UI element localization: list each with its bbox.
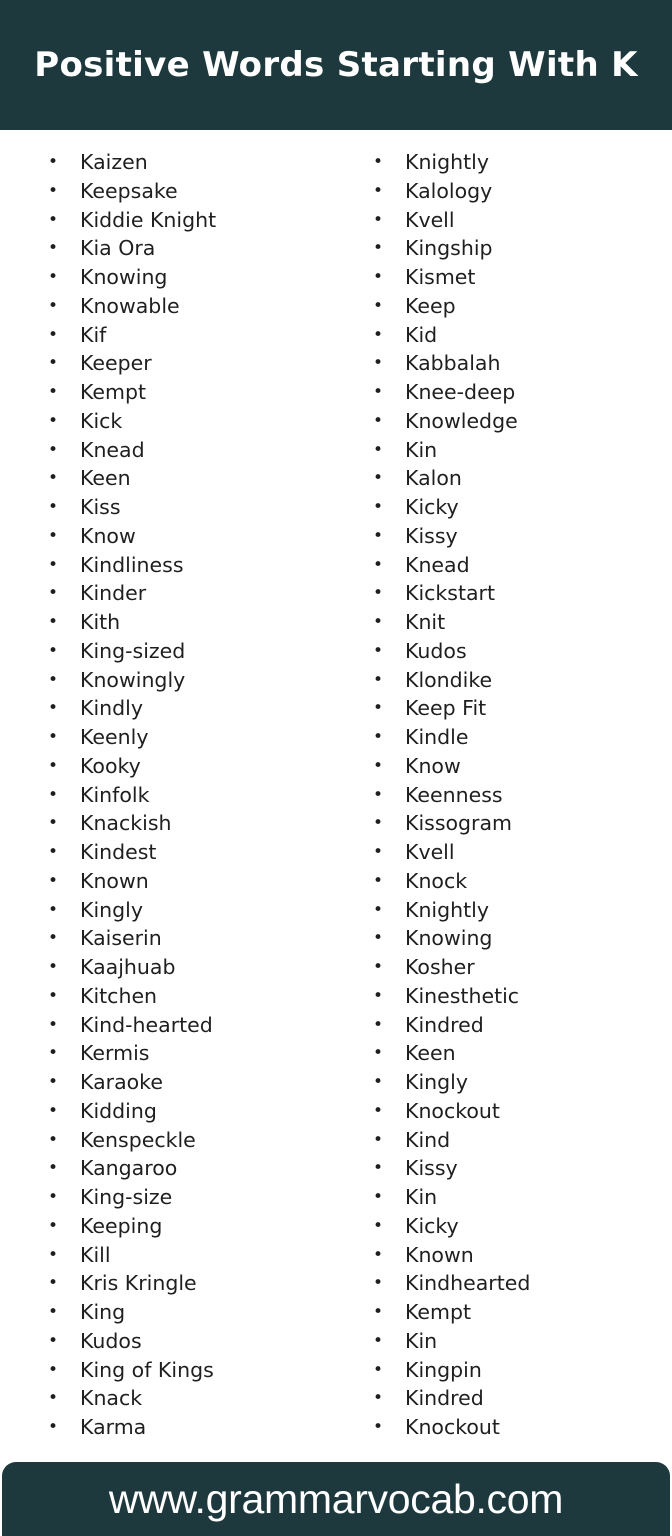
bullet-icon: • (373, 554, 384, 575)
word-label: Kid (405, 322, 438, 347)
list-item (48, 1039, 216, 1068)
bullet-icon: • (48, 755, 59, 776)
list-item (373, 896, 530, 925)
bullet-icon: • (373, 985, 384, 1006)
word-label: Kudos (80, 1328, 142, 1353)
bullet-icon: • (48, 727, 59, 747)
bullet-icon: • (373, 899, 384, 920)
bullet-icon: • (48, 1187, 59, 1207)
list-item (373, 177, 530, 206)
bullet-icon: • (373, 1388, 384, 1409)
bullet-icon: • (373, 1302, 384, 1322)
word-label: Kalon (405, 466, 462, 491)
list-item (373, 148, 530, 177)
list-item (48, 1413, 216, 1442)
list-item (373, 1011, 530, 1040)
word-label: Kind-hearted (80, 1012, 213, 1037)
word-label: Knead (80, 437, 145, 462)
list-item (48, 752, 216, 781)
list-item (373, 493, 530, 522)
bullet-icon: • (373, 1014, 384, 1035)
list-item (48, 1298, 216, 1327)
word-label: Kaajhuab (80, 955, 176, 979)
list-item (373, 1097, 530, 1126)
list-item (48, 1068, 216, 1097)
list-item (48, 694, 216, 723)
list-item (373, 206, 530, 235)
word-label: Kicky (405, 495, 459, 519)
word-label: Knowable (80, 293, 180, 318)
bullet-icon: • (373, 410, 384, 431)
list-item (48, 464, 216, 493)
list-item (373, 292, 530, 321)
bullet-icon: • (373, 1100, 384, 1121)
bullet-icon: • (48, 985, 59, 1006)
list-item (373, 1154, 530, 1183)
bullet-icon: • (373, 928, 384, 949)
bullet-icon: • (373, 295, 384, 316)
word-label: Knockout (405, 1415, 500, 1439)
word-label: King-size (80, 1185, 173, 1209)
word-label: Kempt (80, 380, 147, 404)
footer-website: www.grammarvocab.com (108, 1475, 564, 1522)
list-item (48, 522, 216, 551)
list-item (373, 378, 530, 407)
bullet-icon: • (373, 669, 384, 690)
word-label: Knightly (405, 897, 490, 922)
list-item (48, 407, 216, 436)
list-item (48, 838, 216, 867)
word-label: Kissy (405, 1156, 458, 1181)
bullet-icon: • (373, 324, 384, 345)
bullet-icon: • (48, 698, 59, 719)
list-item (48, 1327, 216, 1356)
word-label: Klondike (405, 667, 493, 692)
list-item (48, 1356, 216, 1385)
word-label: Know (80, 523, 136, 548)
bullet-icon: • (373, 727, 384, 747)
bullet-icon: • (48, 497, 59, 517)
word-label: Knead (405, 552, 470, 577)
word-label: Kissy (405, 523, 458, 548)
word-label: Kin (405, 437, 438, 462)
word-label: Kangaroo (80, 1156, 178, 1181)
list-item (373, 1327, 530, 1356)
word-label: Keen (405, 1041, 456, 1066)
word-label: Kingship (405, 236, 493, 261)
bullet-icon: • (373, 640, 384, 661)
list-item (373, 982, 530, 1011)
bullet-icon: • (48, 583, 59, 604)
word-label: Knowing (405, 926, 493, 951)
word-list-left (48, 148, 216, 1442)
word-label: Knit (405, 610, 446, 634)
word-label: Kooky (80, 753, 141, 778)
bullet-icon: • (48, 1129, 59, 1150)
word-label: Keenness (405, 782, 503, 807)
bullet-icon: • (48, 554, 59, 575)
word-label: Kin (405, 1328, 438, 1353)
bullet-icon: • (48, 238, 59, 259)
bullet-icon: • (48, 439, 59, 460)
bullet-icon: • (48, 1072, 59, 1092)
word-label: King of Kings (80, 1357, 214, 1382)
list-item (373, 1183, 530, 1212)
word-label: Kindred (405, 1012, 484, 1037)
footer-banner (2, 1462, 670, 1536)
bullet-icon: • (373, 152, 384, 172)
word-label: Kingpin (405, 1357, 482, 1382)
word-label: Knowingly (80, 667, 186, 692)
word-label: Kindred (405, 1386, 484, 1411)
bullet-icon: • (373, 1043, 384, 1064)
list-item (373, 1068, 530, 1097)
bullet-icon: • (373, 439, 384, 460)
list-item (48, 867, 216, 896)
word-label: Karaoke (80, 1070, 163, 1094)
list-item (48, 1011, 216, 1040)
bullet-icon: • (373, 1330, 384, 1351)
word-label: Kickstart (405, 581, 496, 606)
list-item (373, 522, 530, 551)
word-label: Keep (405, 293, 456, 318)
bullet-icon: • (48, 1043, 59, 1064)
list-item (373, 551, 530, 580)
list-item (48, 781, 216, 810)
bullet-icon: • (373, 238, 384, 259)
word-label: Kvell (405, 840, 455, 864)
list-item (373, 752, 530, 781)
word-label: Knightly (405, 150, 490, 174)
word-label: Kudos (405, 638, 467, 663)
bullet-icon: • (373, 1129, 384, 1150)
word-label: Kindhearted (405, 1271, 531, 1296)
bullet-icon: • (48, 1302, 59, 1322)
word-label: Kif (80, 322, 107, 347)
bullet-icon: • (48, 1388, 59, 1409)
bullet-icon: • (373, 267, 384, 287)
bullet-icon: • (48, 784, 59, 805)
list-item (48, 1097, 216, 1126)
bullet-icon: • (373, 1273, 384, 1294)
word-list-right (373, 148, 530, 1442)
word-label: Keenly (80, 725, 149, 749)
list-item (373, 666, 530, 695)
word-label: Kosher (405, 955, 475, 979)
list-item (373, 436, 530, 465)
list-item (373, 1126, 530, 1155)
list-item (373, 1269, 530, 1298)
bullet-icon: • (373, 209, 384, 230)
list-item (373, 953, 530, 982)
list-item (48, 206, 216, 235)
bullet-icon: • (48, 1215, 59, 1236)
bullet-icon: • (48, 612, 59, 632)
list-item (373, 321, 530, 350)
bullet-icon: • (48, 870, 59, 891)
list-item (48, 292, 216, 321)
word-label: Keepsake (80, 178, 178, 203)
bullet-icon: • (48, 1273, 59, 1294)
list-item (373, 407, 530, 436)
list-item (373, 781, 530, 810)
bullet-icon: • (48, 1158, 59, 1179)
list-item (373, 1241, 530, 1270)
list-item (373, 263, 530, 292)
bullet-icon: • (48, 957, 59, 977)
word-label: Kick (80, 408, 123, 433)
bullet-icon: • (48, 640, 59, 661)
bullet-icon: • (373, 755, 384, 776)
list-item (373, 464, 530, 493)
word-label: Keeping (80, 1213, 163, 1238)
list-item (48, 809, 216, 838)
word-label: Kissogram (405, 811, 513, 836)
word-label: Keep Fit (405, 696, 487, 721)
word-label: Knockout (405, 1098, 500, 1123)
bullet-icon: • (373, 497, 384, 517)
word-label: Kenspeckle (80, 1127, 196, 1152)
bullet-icon: • (373, 784, 384, 805)
bullet-icon: • (48, 1244, 59, 1265)
word-label: King (80, 1300, 126, 1324)
word-label: Knack (80, 1386, 143, 1411)
list-item (48, 349, 216, 378)
list-item (373, 1384, 530, 1413)
bullet-icon: • (373, 382, 384, 402)
list-item (48, 579, 216, 608)
bullet-icon: • (373, 353, 384, 374)
bullet-icon: • (48, 295, 59, 316)
word-label: Kismet (405, 265, 476, 289)
bullet-icon: • (48, 1100, 59, 1121)
bullet-icon: • (48, 152, 59, 172)
word-label: Kia Ora (80, 236, 156, 261)
list-item (48, 924, 216, 953)
bullet-icon: • (48, 669, 59, 690)
word-label: Kindle (405, 725, 469, 749)
word-label: Kingly (405, 1070, 468, 1094)
word-label: Knackish (80, 811, 172, 836)
bullet-icon: • (373, 698, 384, 719)
bullet-icon: • (48, 813, 59, 834)
bullet-icon: • (48, 928, 59, 949)
list-item (373, 694, 530, 723)
list-item (373, 924, 530, 953)
list-item (48, 953, 216, 982)
bullet-icon: • (373, 468, 384, 489)
bullet-icon: • (48, 382, 59, 402)
word-label: Kidding (80, 1098, 157, 1123)
word-label: Keen (80, 466, 131, 491)
word-label: Kitchen (80, 983, 158, 1008)
bullet-icon: • (373, 1417, 384, 1437)
word-label: Know (405, 753, 461, 778)
list-item (48, 263, 216, 292)
list-item (48, 436, 216, 465)
word-label: Kill (80, 1242, 111, 1267)
list-item (48, 896, 216, 925)
bullet-icon: • (373, 1158, 384, 1179)
list-item (373, 809, 530, 838)
word-label: Kindly (80, 696, 143, 721)
bullet-icon: • (373, 180, 384, 201)
word-label: Knowledge (405, 408, 518, 433)
word-label: Kiss (80, 495, 121, 519)
bullet-icon: • (48, 468, 59, 489)
word-label: Kiddie Knight (80, 207, 217, 232)
word-label: Known (405, 1242, 474, 1267)
word-label: Kinder (80, 581, 147, 606)
bullet-icon: • (373, 842, 384, 862)
bullet-icon: • (373, 525, 384, 546)
bullet-icon: • (48, 353, 59, 374)
list-item (48, 148, 216, 177)
list-item (373, 1212, 530, 1241)
header-banner (0, 0, 672, 130)
list-item (48, 378, 216, 407)
bullet-icon: • (48, 1014, 59, 1035)
bullet-icon: • (48, 899, 59, 920)
list-item (48, 177, 216, 206)
list-item (373, 1298, 530, 1327)
list-item (373, 579, 530, 608)
list-item (373, 838, 530, 867)
list-item (373, 637, 530, 666)
bullet-icon: • (48, 180, 59, 201)
list-item (373, 234, 530, 263)
bullet-icon: • (373, 612, 384, 632)
word-label: Kicky (405, 1213, 459, 1238)
word-label: Karma (80, 1415, 147, 1439)
page-title: Positive Words Starting With K (34, 45, 638, 85)
bullet-icon: • (373, 1359, 384, 1380)
list-item (373, 608, 530, 637)
word-label: Kindliness (80, 552, 184, 577)
list-item (48, 493, 216, 522)
bullet-icon: • (48, 324, 59, 345)
list-item (48, 551, 216, 580)
word-label: Kabbalah (405, 351, 501, 376)
word-label: Kris Kringle (80, 1271, 197, 1296)
bullet-icon: • (48, 842, 59, 862)
list-item (373, 349, 530, 378)
list-item (48, 608, 216, 637)
list-item (373, 723, 530, 752)
list-item (48, 666, 216, 695)
bullet-icon: • (373, 1244, 384, 1265)
word-label: Knee-deep (405, 380, 516, 404)
word-label: Knowing (80, 265, 168, 289)
list-item (373, 867, 530, 896)
word-label: Kin (405, 1185, 438, 1209)
list-item (48, 1384, 216, 1413)
word-label: Known (80, 868, 149, 893)
bullet-icon: • (373, 957, 384, 977)
word-label: King-sized (80, 638, 186, 663)
list-item (48, 1154, 216, 1183)
word-label: Kaiserin (80, 926, 162, 951)
word-label: Kempt (405, 1300, 472, 1324)
bullet-icon: • (373, 1215, 384, 1236)
list-item (48, 321, 216, 350)
word-label: Kvell (405, 207, 455, 232)
list-item (48, 1212, 216, 1241)
word-label: Kind (405, 1127, 451, 1152)
list-item (48, 982, 216, 1011)
list-item (48, 1241, 216, 1270)
word-label: Keeper (80, 351, 152, 376)
bullet-icon: • (48, 525, 59, 546)
list-item (48, 723, 216, 752)
word-label: Kith (80, 610, 121, 634)
bullet-icon: • (373, 583, 384, 604)
list-item (48, 1126, 216, 1155)
bullet-icon: • (48, 1359, 59, 1380)
list-item (373, 1039, 530, 1068)
bullet-icon: • (48, 1330, 59, 1351)
word-label: Kermis (80, 1041, 150, 1066)
list-item (48, 1183, 216, 1212)
bullet-icon: • (373, 813, 384, 834)
bullet-icon: • (373, 870, 384, 891)
bullet-icon: • (48, 267, 59, 287)
word-label: Kaizen (80, 150, 148, 174)
list-item (48, 234, 216, 263)
bullet-icon: • (48, 209, 59, 230)
bullet-icon: • (48, 1417, 59, 1437)
list-item (48, 637, 216, 666)
word-label: Kalology (405, 178, 493, 203)
word-label: Kindest (80, 840, 157, 864)
list-item (373, 1356, 530, 1385)
word-label: Kinesthetic (405, 983, 520, 1008)
word-label: Kingly (80, 897, 143, 922)
word-label: Kinfolk (80, 782, 150, 807)
list-item (48, 1269, 216, 1298)
bullet-icon: • (373, 1072, 384, 1092)
bullet-icon: • (48, 410, 59, 431)
bullet-icon: • (373, 1187, 384, 1207)
word-label: Knock (405, 868, 468, 893)
list-item (373, 1413, 530, 1442)
